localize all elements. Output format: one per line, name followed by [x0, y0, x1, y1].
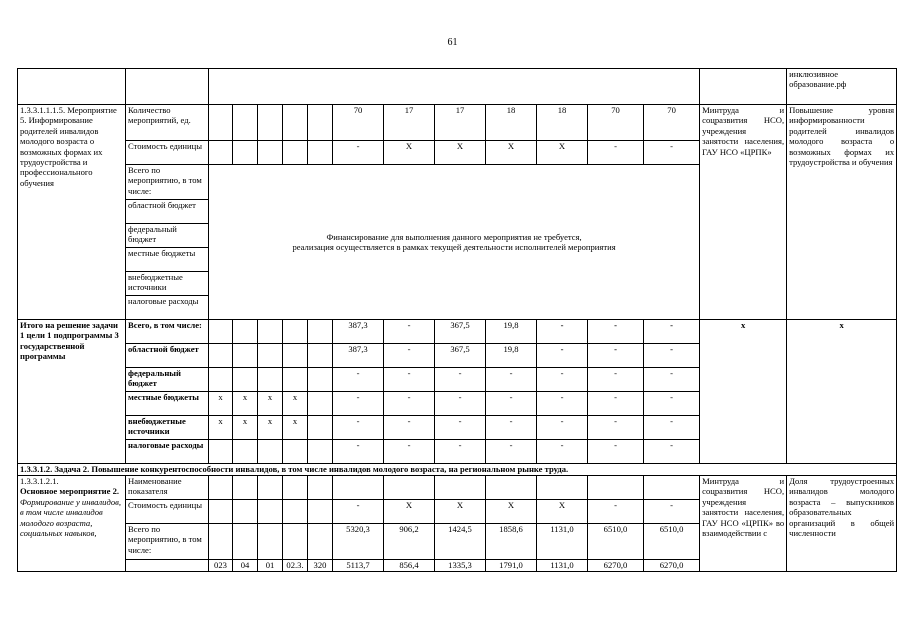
event5-executor: Минтруда и соцразвития НСО, учреждения занятости населения, ГАУ НСО «ЦРПК»: [700, 105, 787, 320]
value-cell: 5113,7: [333, 560, 384, 572]
value-cell: -: [384, 368, 435, 392]
value-cell: -: [486, 368, 537, 392]
task2-heading: 1.3.3.1.2. Задача 2. Повышение конкурентоспособности инвалидов, в том числе инвалидов молодого возраста, на региональном рынке труда.: [18, 464, 897, 476]
event5-row-count: [18, 105, 897, 141]
value-cell: -: [537, 440, 588, 464]
total-row-local: местные бюджеты x x x x - - - - - - -: [18, 392, 897, 416]
value-cell: 19,8: [486, 344, 537, 368]
value-cell: -: [384, 416, 435, 440]
value-cell: -: [384, 320, 435, 344]
value-cell: 17: [435, 105, 486, 141]
page-number: 61: [447, 37, 458, 48]
main2-executor: Минтруда и соцразвития НСО, учреждения занятости населения, ГАУ НСО «ЦРПК» во взаимодействии с: [700, 476, 787, 572]
value-cell: -: [588, 141, 644, 165]
task2-heading-row: [18, 464, 897, 476]
value-cell: -: [333, 392, 384, 416]
code-cell: 320: [308, 560, 333, 572]
value-cell: -: [644, 368, 700, 392]
value-cell: 18: [486, 105, 537, 141]
value-cell: -: [435, 416, 486, 440]
value-cell: 19,8: [486, 320, 537, 344]
value-cell: 1858,6: [486, 524, 537, 560]
value-cell: -: [435, 368, 486, 392]
value-cell: -: [435, 440, 486, 464]
value-cell: -: [644, 416, 700, 440]
row-label: областной бюджет: [126, 344, 209, 368]
value-cell: 70: [588, 105, 644, 141]
value-cell: 6270,0: [588, 560, 644, 572]
value-cell: 387,3: [333, 320, 384, 344]
value-cell: 367,5: [435, 320, 486, 344]
value-cell: -: [486, 416, 537, 440]
value-cell: -: [588, 416, 644, 440]
row-label: внебюджетные источники: [126, 416, 209, 440]
value-cell: -: [384, 392, 435, 416]
value-cell: -: [537, 392, 588, 416]
value-cell: -: [435, 392, 486, 416]
main2-title-italic: Формирование у инвалидов, в том числе инвалидов молодого возраста, социальных навыков,: [20, 496, 122, 539]
value-cell: 17: [384, 105, 435, 141]
value-cell: X: [486, 500, 537, 524]
value-cell: -: [588, 320, 644, 344]
value-cell: 70: [333, 105, 384, 141]
value-cell: 1791,0: [486, 560, 537, 572]
value-cell: -: [588, 500, 644, 524]
event5-title: 1.3.3.1.1.1.5. Мероприятие 5. Информирование родителей инвалидов молодого возраста о возможных формах их трудоустройства и профессионального обучения: [18, 105, 126, 320]
total-row-extrabudget: внебюджетные источники x x x x - - - - - - -: [18, 416, 897, 440]
total-executor: x: [700, 320, 787, 464]
value-cell: -: [384, 344, 435, 368]
value-cell: -: [486, 440, 537, 464]
value-cell: 5320,3: [333, 524, 384, 560]
value-cell: 387,3: [333, 344, 384, 368]
row-label: Всего по мероприятию, в том числе:: [126, 524, 209, 560]
row-label: [126, 560, 209, 572]
row-label: Всего по мероприятию, в том числе:: [126, 165, 209, 200]
financing-note-line-1: Финансирование для выполнения данного мероприятия не требуется,: [326, 231, 582, 242]
value-cell: -: [644, 320, 700, 344]
value-cell: -: [333, 368, 384, 392]
value-cell: -: [644, 392, 700, 416]
value-cell: 1335,3: [435, 560, 486, 572]
row-label: налоговые расходы: [126, 296, 209, 320]
value-cell: -: [537, 416, 588, 440]
value-cell: X: [435, 141, 486, 165]
top-row-result: инклюзивное образование.рф: [787, 69, 897, 105]
value-cell: 70: [644, 105, 700, 141]
total-row-all: [18, 320, 897, 344]
value-cell: 906,2: [384, 524, 435, 560]
program-table: [17, 68, 897, 572]
value-cell: X: [537, 141, 588, 165]
row-label: налоговые расходы: [126, 440, 209, 464]
total-result: x: [787, 320, 897, 464]
value-cell: 856,4: [384, 560, 435, 572]
value-cell: -: [537, 368, 588, 392]
continuation-row: [18, 69, 897, 105]
value-cell: -: [644, 440, 700, 464]
value-cell: 1424,5: [435, 524, 486, 560]
value-cell: X: [384, 500, 435, 524]
value-cell: 1131,0: [537, 524, 588, 560]
main2-code: 1.3.3.1.2.1.: [20, 476, 59, 486]
value-cell: -: [537, 344, 588, 368]
main2-title-bold: Основное мероприятие 2.: [20, 486, 120, 497]
value-cell: X: [384, 141, 435, 165]
row-label: Количество мероприятий, ед.: [126, 105, 209, 141]
main2-title: [18, 476, 126, 572]
value-cell: -: [588, 392, 644, 416]
code-cell: 04: [233, 560, 258, 572]
total-title: Итого на решение задачи 1 цели 1 подпрограммы 3 государственной программы: [18, 320, 126, 464]
row-label: Наименование показателя: [126, 476, 209, 500]
value-cell: 18: [537, 105, 588, 141]
financing-note: [209, 165, 700, 320]
row-label: федеральный бюджет: [126, 368, 209, 392]
row-label: Всего, в том числе:: [126, 320, 209, 344]
value-cell: 6270,0: [644, 560, 700, 572]
value-cell: X: [435, 500, 486, 524]
row-label: внебюджетные источники: [126, 272, 209, 296]
code-cell: 01: [258, 560, 283, 572]
value-cell: -: [384, 440, 435, 464]
value-cell: -: [333, 416, 384, 440]
row-label: федеральный бюджет: [126, 224, 209, 248]
code-cell: 023: [209, 560, 233, 572]
value-cell: 6510,0: [644, 524, 700, 560]
main2-row-indicator: [18, 476, 897, 500]
value-cell: -: [644, 500, 700, 524]
value-cell: -: [333, 440, 384, 464]
value-cell: -: [333, 500, 384, 524]
financing-note-line-2: реализация осуществляется в рамках текущей деятельности исполнителей мероприятия: [292, 242, 616, 252]
event5-result: Повышение уровня информированности родителей инвалидов молодого возраста о возможных формах их трудоустройства и обучения: [787, 105, 897, 320]
row-label: местные бюджеты: [126, 392, 209, 416]
row-label: Стоимость единицы: [126, 500, 209, 524]
value-cell: 1131,0: [537, 560, 588, 572]
value-cell: -: [537, 320, 588, 344]
row-label: областной бюджет: [126, 200, 209, 224]
value-cell: -: [588, 368, 644, 392]
row-label: Стоимость единицы: [126, 141, 209, 165]
value-cell: -: [588, 440, 644, 464]
code-cell: 02.3.: [283, 560, 308, 572]
value-cell: -: [644, 141, 700, 165]
value-cell: 6510,0: [588, 524, 644, 560]
value-cell: -: [644, 344, 700, 368]
row-label: местные бюджеты: [126, 248, 209, 272]
value-cell: -: [333, 141, 384, 165]
value-cell: X: [537, 500, 588, 524]
value-cell: -: [486, 392, 537, 416]
value-cell: X: [486, 141, 537, 165]
value-cell: -: [588, 344, 644, 368]
value-cell: 367,5: [435, 344, 486, 368]
main2-result: Доля трудоустроенных инвалидов молодого возраста – выпускников образовательных организаций в общей численности: [787, 476, 897, 572]
